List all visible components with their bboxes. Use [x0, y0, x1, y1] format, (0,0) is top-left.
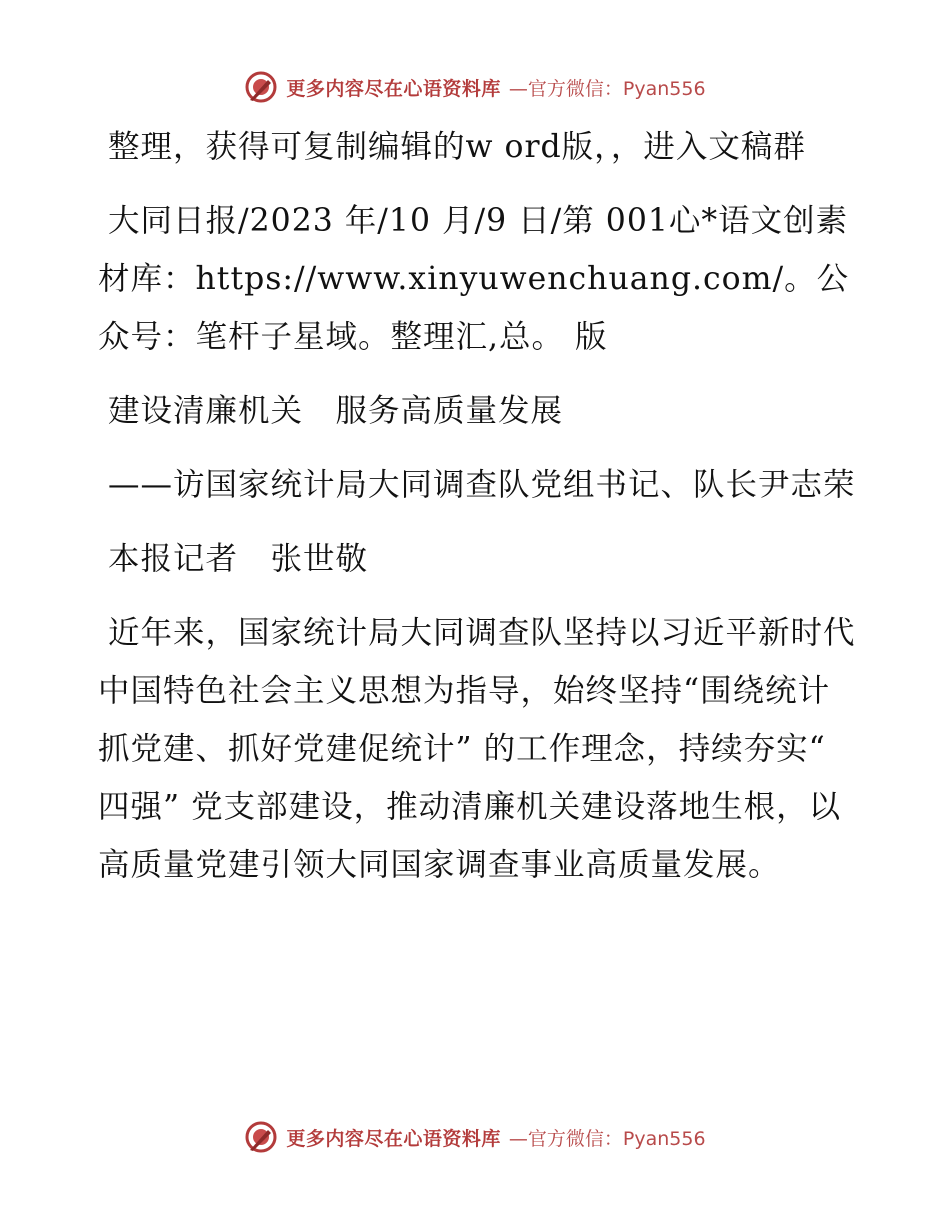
paragraph-source: 大同日报/2023 年/10 月/9 日/第 001心*语文创素材库：https://www.xinyuwenchuang.com/。公众号：笔杆子星域。整理汇,总。 版: [98, 203, 850, 355]
pen-logo-icon: [244, 1120, 278, 1154]
footer-watermark-banner: [0, 1120, 950, 1154]
article-byline: 本报记者 张世敬: [108, 541, 369, 577]
banner-title: 更多内容尽在心语资料库: [286, 77, 501, 100]
article-title: 建设清廉机关 服务高质量发展: [108, 393, 564, 429]
banner-contact: —官方微信：Pyan556: [508, 77, 706, 100]
banner-contact: —官方微信：Pyan556: [508, 1127, 706, 1150]
paragraph-intro: 整理，获得可复制编辑的w ord版，，进入文稿群: [108, 129, 806, 165]
article-subtitle: ——访国家统计局大同调查队党组书记、队长尹志荣: [108, 467, 856, 503]
header-watermark-banner: [0, 70, 950, 104]
pen-logo-icon: [244, 70, 278, 104]
document-body: [98, 118, 858, 910]
article-body-paragraph: 近年来，国家统计局大同调查队坚持以习近平新时代中国特色社会主义思想为指导，始终坚持“围绕统计抓党建、抓好党建促统计” 的工作理念，持续夯实“ 四强” 党支部建设，推动清廉机关建设落地生根，以高质量党建引领大同国家调查事业高质量发展。: [98, 615, 856, 883]
banner-title: 更多内容尽在心语资料库: [286, 1127, 501, 1150]
